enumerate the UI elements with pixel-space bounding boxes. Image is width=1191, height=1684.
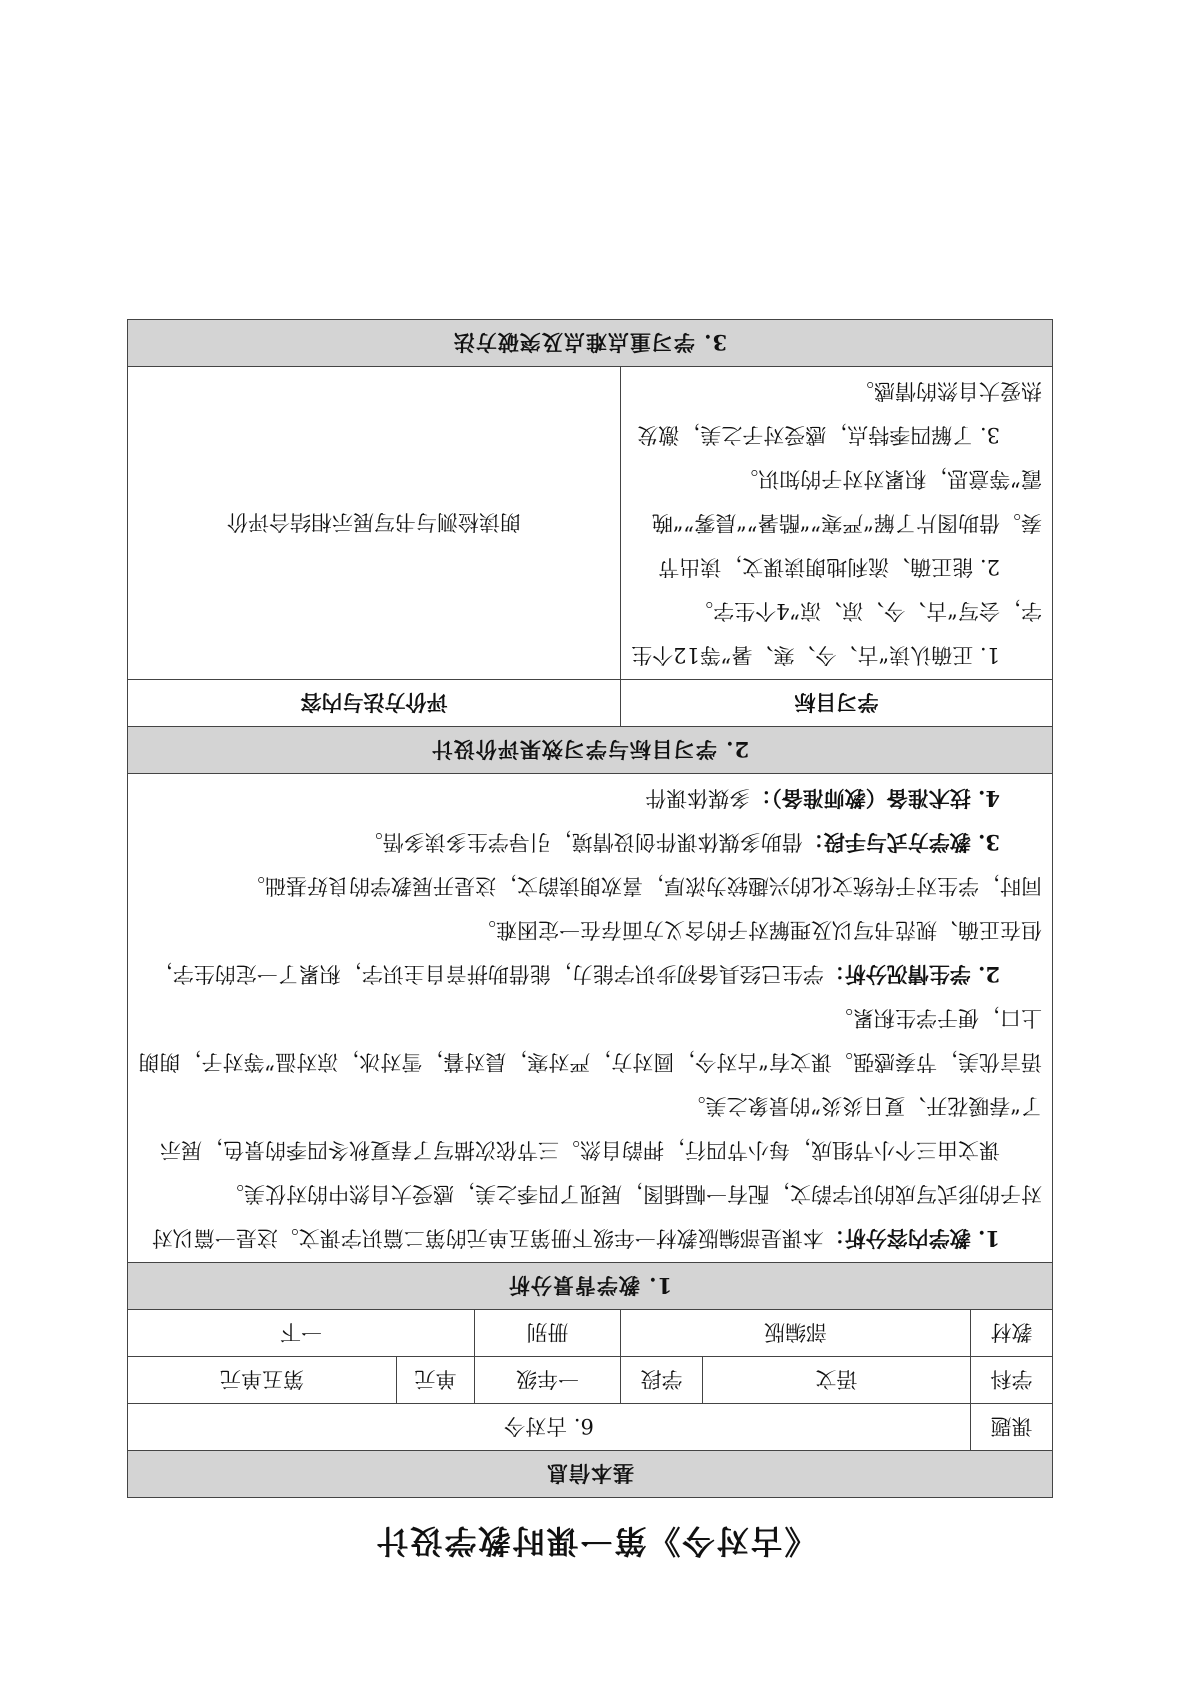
content-analysis-text: 本课是部编版教材一年级下册第五单元的第二篇识字课文。这是一篇以对对子的形式写成的识字韵文，配有一幅插图，展现了四季之美，感受大自然中的对仗美。 xyxy=(151,1182,1042,1250)
analysis-body xyxy=(128,774,1053,1263)
goal-item: 3. 了解四季特点，感受对子之美，激发热爱大自然的情感。 xyxy=(637,379,1042,447)
evaluation-col-header: 评价方法与内容 xyxy=(128,680,621,727)
tech-prep-lead: 4. 技术准备（教师准备）： xyxy=(750,786,1000,811)
textbook-label: 教材 xyxy=(971,1310,1053,1357)
unit-label: 单元 xyxy=(397,1357,475,1404)
student-analysis-lead: 2. 学生情况分析： xyxy=(823,962,1000,987)
subject-value: 语文 xyxy=(703,1357,971,1404)
goals-header: 2. 学习目标与学习效果评价设计 xyxy=(128,727,1053,774)
tech-prep-text: 多媒体课件 xyxy=(645,786,751,810)
student-analysis-text: 学生已经具备初步识字能力，能借助拼音自主识字，积累了一定的生字，但在正确、规范书写以及理解对子的含义方面存在一定困难。 xyxy=(151,918,1042,986)
analysis-paragraph xyxy=(138,776,1042,820)
analysis-paragraph: 语言优美，节奏感强。课文有“古对今，圆对方，严对寒，晨对暮，雪对冰，凉对温”等对子，朗朗上口，便于学生积累。 xyxy=(138,1006,1042,1074)
textbook-value: 部编版 xyxy=(621,1310,971,1357)
grade-label: 学段 xyxy=(621,1357,703,1404)
term-value: 一下 xyxy=(128,1310,475,1357)
term-label: 册别 xyxy=(475,1310,621,1357)
analysis-paragraph xyxy=(138,820,1042,864)
subject-label: 学科 xyxy=(971,1357,1053,1404)
teaching-method-lead: 3. 教学方式与手段： xyxy=(802,830,1000,855)
analysis-header: 1. 教学背景分析 xyxy=(128,1263,1053,1310)
content-analysis-lead: 1. 教学内容分析： xyxy=(823,1226,1000,1251)
goals-col-header: 学习目标 xyxy=(621,680,1053,727)
basic-info-header: 基本信息 xyxy=(128,1451,1053,1498)
process-header: 3. 学习重点难点及突破方法 xyxy=(128,320,1053,367)
document-title: 《古对今》第一课时教学设计 xyxy=(374,1522,817,1560)
evaluation-cell: 朗读检测与书写展示相结合评价 xyxy=(128,367,621,680)
grade-value: 一年级 xyxy=(475,1357,621,1404)
goal-item: 1. 正确认读“古、今、寒、暑”等12个生字，会写“古、今、凉、凉”4个生字。 xyxy=(631,599,1042,667)
analysis-paragraph: 课文由三个小节组成，每小节四行，押韵自然。三节依次描写了春夏秋冬四季的景色，展示了“春暖花开、夏日炎炎”的景象之美。 xyxy=(160,1094,1042,1162)
unit-value: 第五单元 xyxy=(128,1357,397,1404)
goal-item: 2. 能正确、流利地朗读课文，读出节奏。借助图片了解“严寒”“酷暑”“晨雾”“晚霞”等意思，积累对对子的知识。 xyxy=(651,467,1042,579)
analysis-paragraph xyxy=(138,908,1042,996)
teaching-method-text: 借助多媒体课件创设情境，引导学生多读多悟。 xyxy=(361,830,803,854)
goals-cell xyxy=(621,367,1053,680)
analysis-paragraph xyxy=(138,1172,1042,1260)
topic-label: 课题 xyxy=(971,1404,1053,1451)
analysis-paragraph: 同时，学生对于传统文化的兴趣较为浓厚，喜欢朗读韵文，这是开展教学的良好基础。 xyxy=(244,874,1042,898)
topic-value: 6. 古对今 xyxy=(128,1404,971,1451)
lesson-plan-table xyxy=(127,319,1053,1498)
